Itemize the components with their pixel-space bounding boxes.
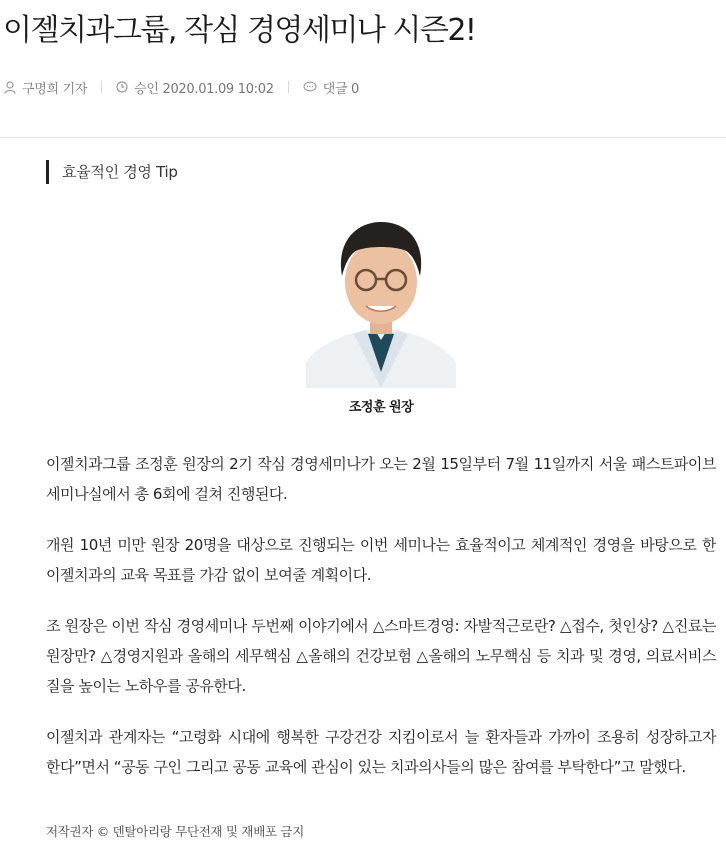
clock-icon bbox=[116, 81, 128, 93]
meta-author[interactable] bbox=[4, 78, 87, 97]
copyright-notice: 저작권자 © 덴탈아리랑 무단전재 및 재배포 금지 bbox=[46, 824, 304, 839]
meta-comments[interactable] bbox=[303, 78, 359, 97]
meta-divider bbox=[288, 81, 289, 93]
speech-bubble-icon bbox=[303, 81, 317, 93]
article-paragraph: 이젤치과그룹 조정훈 원장의 2기 작심 경영세미나가 오는 2월 15일부터 7월 11일까지 서울 패스트파이브 세미나실에서 총 6회에 걸쳐 진행된다. bbox=[46, 455, 716, 503]
meta-approved bbox=[116, 78, 274, 97]
article-meta bbox=[4, 76, 359, 98]
comment-count: 댓글 0 bbox=[322, 81, 360, 97]
person-icon bbox=[4, 81, 16, 94]
article-paragraph: 이젤치과 관계자는 “고령화 시대에 행복한 구강건강 지킴이로서 늘 환자들과 가까이 조용히 성장하고자 한다”면서 “공동 구인 그리고 공동 교육에 관심이 있는 치과의사들의 많은 참여를 부탁한다”고 말했다. bbox=[46, 728, 716, 776]
meta-divider bbox=[101, 81, 102, 93]
author-name: 구명희 기자 bbox=[22, 81, 88, 97]
header-divider bbox=[0, 137, 726, 138]
portrait-photo bbox=[306, 212, 456, 388]
article-subheading: 효율적인 경영 Tip bbox=[46, 160, 178, 184]
article-paragraph: 조 원장은 이번 작심 경영세미나 두번째 이야기에서 △스마트경영: 자발적근로란? △접수, 첫인상? △진료는 원장만? △경영지원과 올해의 세무핵심 △올해의 건강보험 △올해의 노무핵심 등 치과 및 경영, 의료서비스 질을 높이는 노하우를 공유한다. bbox=[46, 617, 716, 695]
photo-caption: 조정훈 원장 bbox=[348, 400, 414, 415]
approved-time: 승인 2020.01.09 10:02 bbox=[134, 81, 274, 97]
article-title: 이젤치과그룹, 작심 경영세미나 시즌2! bbox=[3, 13, 476, 48]
article-paragraph: 개원 10년 미만 원장 20명을 대상으로 진행되는 이번 세미나는 효율적이고 체계적인 경영을 바탕으로 한 이젤치과의 교육 목표를 가감 없이 보여줄 계획이다. bbox=[46, 536, 716, 584]
